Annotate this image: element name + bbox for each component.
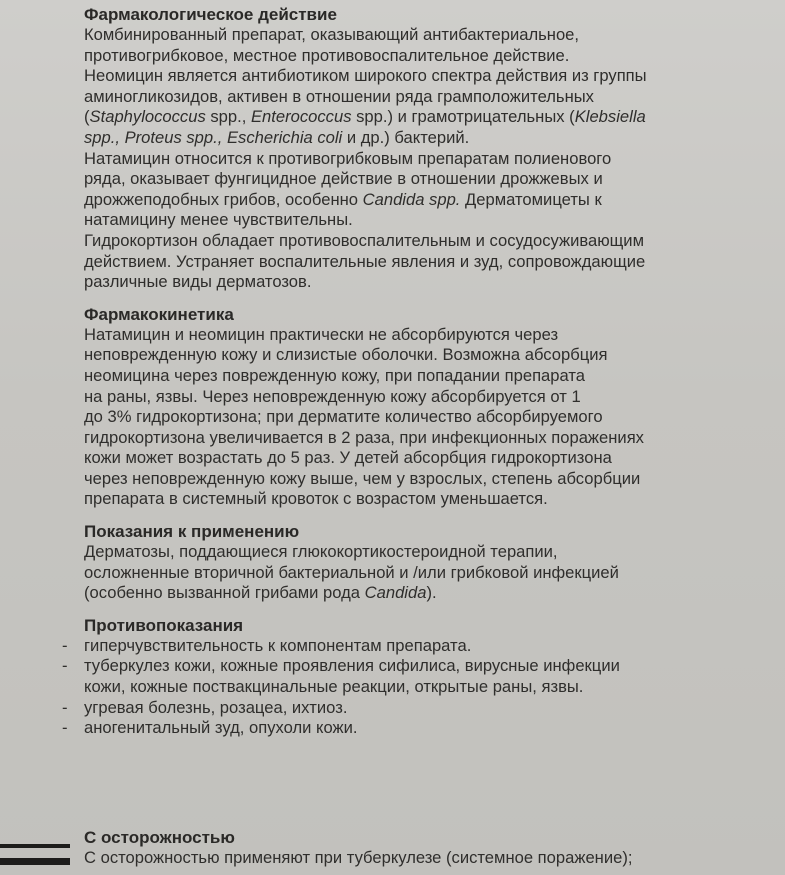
text-line: кожи может возрастать до 5 раз. У детей абсорбция гидрокортизона <box>84 448 612 468</box>
text-line: различные виды дерматозов. <box>84 272 312 292</box>
text-fragment: spp., <box>205 107 251 127</box>
text-line: неповрежденную кожу и слизистые оболочки. Возможна абсорбция <box>84 345 608 365</box>
latin-name: Klebsiella <box>574 107 646 127</box>
text-fragment: ( <box>84 107 90 127</box>
text-line: неомицина через поврежденную кожу, при попадании препарата <box>84 365 586 385</box>
list-item-text: туберкулез кожи, кожные проявления сифилиса, вирусные инфекции <box>84 656 620 676</box>
text-fragment: ). <box>426 583 437 603</box>
list-item <box>62 636 785 657</box>
section-pharmacodynamics <box>84 4 785 293</box>
text-fragment: дрожжеподобных грибов, особенно <box>84 189 363 209</box>
section-caution <box>84 827 785 869</box>
text-line: Натамицин относится к противогрибковым препаратам полиенового <box>84 148 612 168</box>
text-line: Неомицин является антибиотиком широкого спектра действия из группы <box>84 66 647 86</box>
latin-name: spp., Proteus spp., Escherichia coli <box>84 127 343 147</box>
text-line-bacteria <box>84 107 785 128</box>
text-line: препарата в системный кровоток с возрастом уменьшается. <box>84 489 548 509</box>
text-line: до 3% гидрокортизона; при дерматите количество абсорбируемого <box>84 407 603 427</box>
list-item-text-cont: кожи, кожные поствакцинальные реакции, открытые раны, язвы. <box>84 677 584 697</box>
latin-name: Candida <box>364 583 427 603</box>
list-item-text: угревая болезнь, розацеа, ихтиоз. <box>84 697 348 717</box>
dash-bullet: - <box>62 718 68 738</box>
text-line: Натамицин и неомицин практически не абсорбируются через <box>84 324 559 344</box>
contraindications-list <box>62 635 785 739</box>
text-fragment: Дерматомицеты к <box>460 189 602 209</box>
text-line: С осторожностью применяют при туберкулезе (системное поражение); <box>84 848 633 867</box>
list-item <box>62 698 785 719</box>
section-marker-bar <box>0 844 70 848</box>
text-line: гидрокортизона увеличивается в 2 раза, при инфекционных поражениях <box>84 427 644 447</box>
section-marker-bar <box>0 858 70 865</box>
text-line: ряда, оказывает фунгицидное действие в отношении дрожжевых и <box>84 169 603 189</box>
text-line: аминогликозидов, активен в отношении ряда грамположительных <box>84 86 594 106</box>
text-line: действием. Устраняет воспалительные явления и зуд, сопровождающие <box>84 251 646 271</box>
text-fragment: (особенно вызванной грибами рода <box>84 583 365 603</box>
section-indications <box>84 521 785 604</box>
text-line-candida <box>84 190 785 211</box>
list-item <box>62 656 785 697</box>
latin-name: Enterococcus <box>250 107 352 127</box>
text-line-candida <box>84 583 785 604</box>
text-line: Гидрокортизон обладает противовоспалительным и сосудосуживающим <box>84 230 644 250</box>
dash-bullet: - <box>62 635 68 655</box>
text-line: через неповрежденную кожу выше, чем у взрослых, степень абсорбции <box>84 468 641 488</box>
text-fragment: и др.) бактерий. <box>342 127 470 147</box>
dash-bullet: - <box>62 656 68 676</box>
heading-indications: Показания к применению <box>84 522 300 542</box>
list-item-text: гиперчувствительность к компонентам препарата. <box>84 635 472 655</box>
section-pharmacokinetics <box>84 304 785 510</box>
heading-pharmacodynamics: Фармакологическое действие <box>84 5 337 24</box>
heading-pharmacokinetics: Фармакокинетика <box>84 304 234 324</box>
text-line: противогрибковое, местное противовоспалительное действие. <box>84 45 570 65</box>
dash-bullet: - <box>62 697 68 717</box>
latin-name: Staphylococcus <box>89 107 206 127</box>
heading-caution: С осторожностью <box>84 828 235 847</box>
text-line: Комбинированный препарат, оказывающий антибактериальное, <box>84 25 580 44</box>
text-line: на раны, язвы. Через неповрежденную кожу абсорбируется от 1 <box>84 386 581 406</box>
section-contraindications <box>62 615 785 739</box>
list-item-text: аногенитальный зуд, опухоли кожи. <box>84 718 358 738</box>
text-line-bacteria-cont <box>84 128 785 149</box>
instruction-page <box>62 4 785 750</box>
text-fragment: spp.) и грамотрицательных ( <box>351 107 575 127</box>
list-item <box>62 718 785 739</box>
text-line: натамицину менее чувствительны. <box>84 210 353 230</box>
text-line: Дерматозы, поддающиеся глюкокортикостероидной терапии, <box>84 542 558 562</box>
heading-contraindications: Противопоказания <box>84 615 244 635</box>
latin-name: Candida spp. <box>362 189 461 209</box>
text-line: осложненные вторичной бактериальной и /или грибковой инфекцией <box>84 562 619 582</box>
